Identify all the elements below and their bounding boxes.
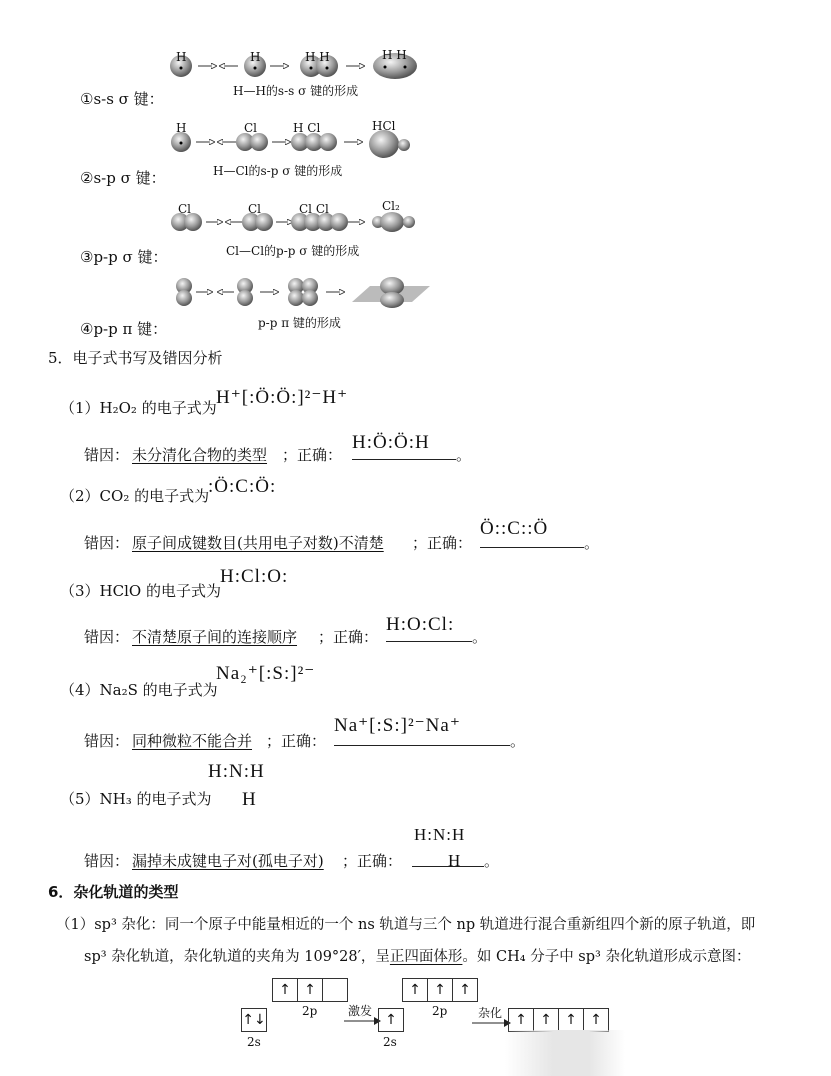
reason-co2: 原子间成键数目(共用电子对数)不清楚 bbox=[132, 534, 384, 552]
bond-label-ss: ①s-s σ 键： bbox=[80, 90, 164, 108]
question-na2s: （4）Na₂S 的电子式为 bbox=[60, 681, 218, 699]
reason-prefix: 错因： bbox=[84, 628, 130, 646]
wrong-formula-hclo: H:Cl:O: bbox=[220, 566, 289, 587]
atom-label: H H bbox=[382, 48, 407, 62]
caption-sp: H—Cl的s-p σ 键的形成 bbox=[213, 164, 343, 178]
atom-label: H bbox=[176, 50, 187, 64]
orbital-cell: ↑ bbox=[459, 982, 471, 998]
correct-prefix: ；正确： bbox=[318, 628, 379, 646]
hybridize-arrow bbox=[472, 1018, 512, 1028]
orbital-cell: ↑ bbox=[509, 1009, 534, 1031]
caption-ss: H—H的s-s σ 键的形成 bbox=[233, 84, 359, 98]
reason-na2s: 同种微粒不能合并 bbox=[132, 732, 253, 750]
atom-label: H H bbox=[305, 50, 330, 64]
correct-formula-hclo: H:O:Cl: bbox=[386, 614, 455, 635]
question-co2: （2）CO₂ 的电子式为 bbox=[60, 487, 210, 505]
correct-formula-nh3: H:N:H H bbox=[414, 825, 466, 870]
watermark-fade bbox=[505, 1030, 625, 1076]
caption-pp-pi: p-p π 键的形成 bbox=[258, 316, 341, 330]
correct-prefix: ；正确： bbox=[412, 534, 473, 552]
atom-label: H bbox=[176, 121, 187, 135]
sp3-text-2c: 。如 CH₄ 分子中 sp³ 杂化轨道形成示意图： bbox=[462, 949, 751, 965]
atom-label: H Cl bbox=[293, 121, 321, 135]
question-nh3: （5）NH₃ 的电子式为 bbox=[60, 790, 212, 808]
wrong-formula-na2s: Na₂⁺[:S:]²⁻ bbox=[216, 663, 316, 684]
section-5-title: 5．电子式书写及错因分析 bbox=[48, 349, 223, 367]
period: 。 bbox=[472, 628, 488, 646]
correct-prefix: ；正确： bbox=[266, 732, 327, 750]
bond-label-sp: ②s-p σ 键： bbox=[80, 169, 166, 187]
question-h2o2: （1）H₂O₂ 的电子式为 bbox=[60, 399, 217, 417]
ground-2p-box bbox=[272, 978, 348, 1002]
correct-formula-na2s: Na⁺[:S:]²⁻Na⁺ bbox=[334, 715, 461, 736]
sp3-text-line-2 bbox=[84, 945, 750, 966]
atom-label: HCl bbox=[372, 119, 396, 133]
sp3-text-2a: sp³ 杂化轨道，杂化轨道的夹角为 109°28′，呈 bbox=[84, 949, 390, 965]
reason-prefix: 错因： bbox=[84, 446, 130, 464]
orbital-cell: ↑ bbox=[385, 1012, 397, 1028]
excite-label: 激发 bbox=[348, 1004, 373, 1018]
label-2p: 2p bbox=[302, 1004, 318, 1018]
period: 。 bbox=[484, 852, 500, 870]
orbital-cell: ↑ bbox=[534, 1009, 559, 1031]
orbital-cell bbox=[323, 979, 347, 1001]
sp3-text-line-1: （1）sp³ 杂化：同一个原子中能量相近的一个 ns 轨道与三个 np 轨道进行混合重新组四个新的原子轨道，即 bbox=[56, 917, 756, 933]
label-2s: 2s bbox=[383, 1035, 397, 1049]
reason-h2o2: 未分清化合物的类型 bbox=[132, 446, 268, 464]
correct-prefix: ；正确： bbox=[282, 446, 343, 464]
orbital-cell: ↑ bbox=[298, 979, 323, 1001]
reason-prefix: 错因： bbox=[84, 534, 130, 552]
ss-sigma-diagram bbox=[170, 53, 417, 79]
tetrahedral-shape: 正四面体形 bbox=[389, 949, 463, 965]
wrong-formula-co2: :Ö:C:Ö: bbox=[208, 476, 277, 497]
reason-hclo: 不清楚原子间的连接顺序 bbox=[132, 628, 298, 646]
excited-2p-box bbox=[402, 978, 478, 1002]
period: 。 bbox=[510, 732, 526, 750]
orbital-cell: ↑ bbox=[403, 979, 428, 1001]
label-2p: 2p bbox=[432, 1004, 448, 1018]
correct-formula-h2o2: H:Ö:Ö:H bbox=[352, 432, 430, 453]
orbital-cell: ↑↓ bbox=[242, 1012, 266, 1028]
orbital-cell: ↑ bbox=[428, 979, 453, 1001]
bond-label-pp-pi: ④p-p π 键： bbox=[80, 320, 168, 338]
reason-prefix: 错因： bbox=[84, 732, 130, 750]
reason-nh3: 漏掉未成键电子对(孤电子对) bbox=[132, 852, 324, 870]
ground-2s-box bbox=[241, 1008, 267, 1032]
reason-prefix: 错因： bbox=[84, 852, 130, 870]
period: 。 bbox=[456, 446, 472, 464]
bond-label-pp-sigma: ③p-p σ 键： bbox=[80, 248, 168, 266]
pp-sigma-diagram bbox=[171, 212, 415, 232]
correct-prefix: ；正确： bbox=[342, 852, 403, 870]
wrong-formula-h2o2: H⁺[:Ö:Ö:]²⁻H⁺ bbox=[216, 387, 349, 408]
atom-label: Cl bbox=[248, 202, 262, 216]
excite-arrow bbox=[344, 1016, 382, 1026]
question-hclo: （3）HClO 的电子式为 bbox=[60, 582, 221, 600]
caption-pp-sigma: Cl—Cl的p-p σ 键的形成 bbox=[226, 244, 360, 258]
orbital-cell: ↑ bbox=[590, 1012, 602, 1028]
sp3-hybrid-box bbox=[508, 1008, 609, 1032]
period: 。 bbox=[584, 534, 600, 552]
atom-label: Cl Cl bbox=[299, 202, 329, 216]
correct-formula-co2: Ö::C::Ö bbox=[480, 518, 549, 539]
sp-sigma-diagram bbox=[171, 130, 410, 158]
section-6-title: 6．杂化轨道的类型 bbox=[48, 883, 179, 901]
hybridize-label: 杂化 bbox=[478, 1006, 503, 1020]
orbital-cell: ↑ bbox=[273, 979, 298, 1001]
pp-pi-diagram bbox=[176, 277, 430, 308]
excited-2s-box bbox=[378, 1008, 404, 1032]
label-2s: 2s bbox=[247, 1035, 261, 1049]
atom-label: Cl bbox=[178, 202, 192, 216]
atom-label: Cl bbox=[244, 121, 258, 135]
atom-label: Cl₂ bbox=[382, 199, 400, 213]
orbital-cell: ↑ bbox=[559, 1009, 584, 1031]
wrong-formula-nh3: H:N:H H bbox=[208, 761, 265, 810]
atom-label: H bbox=[250, 50, 261, 64]
